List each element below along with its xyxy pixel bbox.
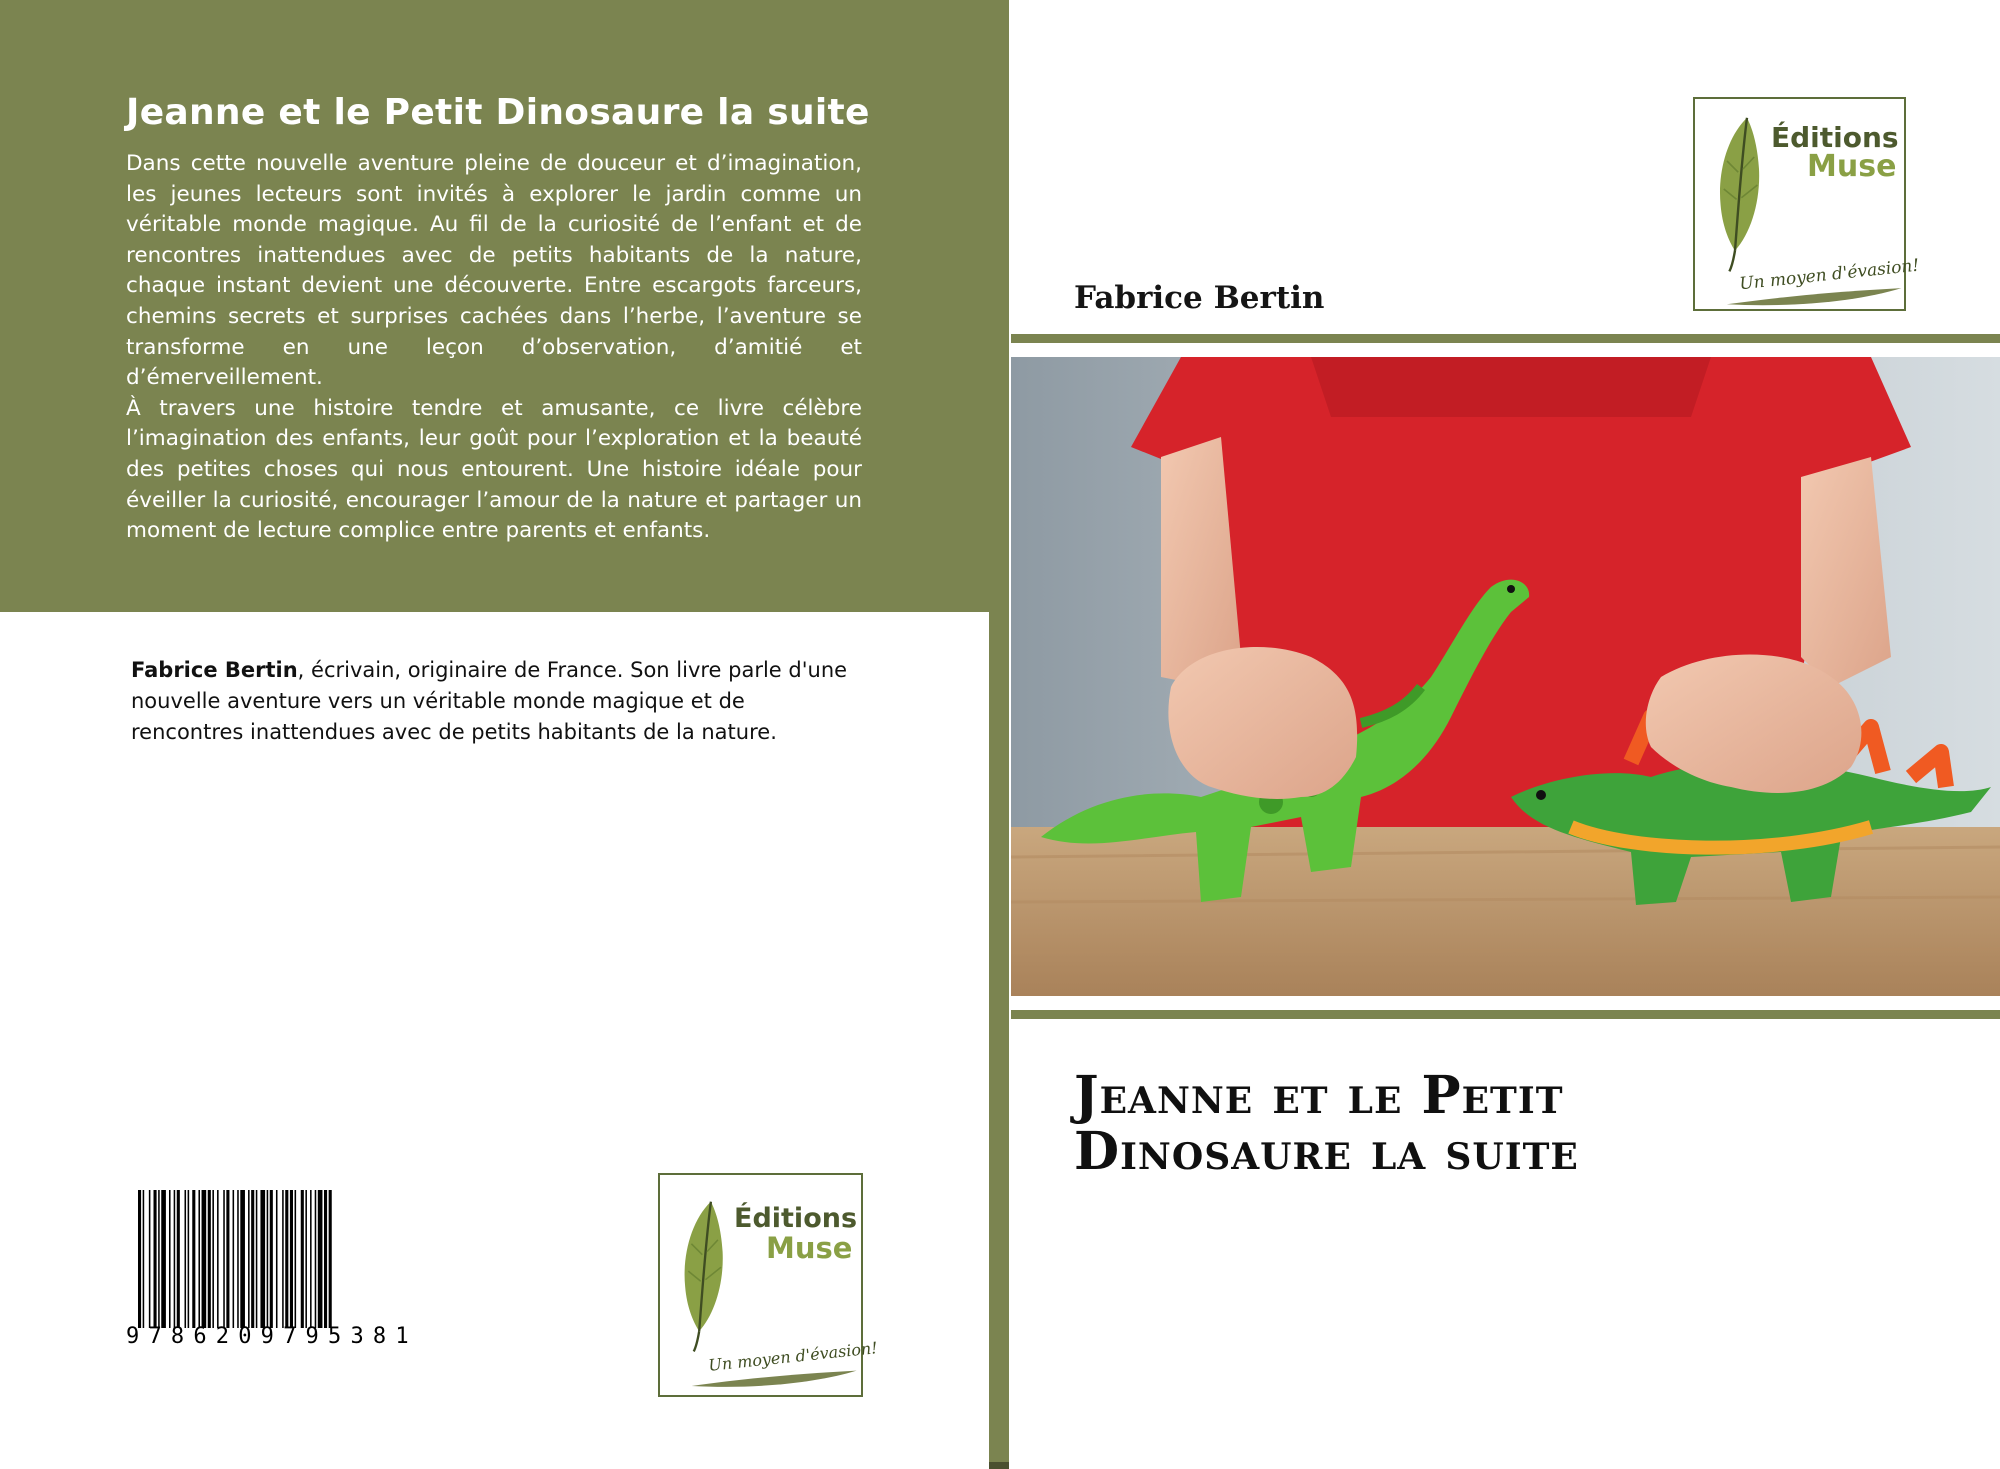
- barcode-bar: [143, 1190, 145, 1328]
- barcode-bar: [256, 1190, 258, 1328]
- barcode-bar: [282, 1190, 284, 1328]
- barcode-bar: [161, 1190, 166, 1328]
- back-cover-blurb: [126, 149, 862, 547]
- logo-slogan: Un moyen d'évasion!: [707, 1338, 879, 1375]
- barcode-bar: [149, 1190, 151, 1328]
- logo-swoosh: [690, 1365, 860, 1395]
- barcode-bar: [158, 1190, 160, 1328]
- barcode-bar: [154, 1190, 157, 1328]
- barcode-digits: 9786209795381: [126, 1324, 418, 1349]
- barcode-bar: [198, 1190, 200, 1328]
- divider-bottom: [1011, 1010, 2000, 1019]
- barcode-bar: [212, 1190, 214, 1328]
- barcode-bar: [260, 1190, 265, 1328]
- book-spine: [989, 0, 1009, 1469]
- publisher-logo-front: [1693, 97, 1921, 311]
- divider-top: [1011, 334, 2000, 343]
- logo-slogan: Un moyen d'évasion!: [1738, 255, 1921, 295]
- barcode-bar: [310, 1190, 312, 1328]
- barcode-bar: [285, 1190, 288, 1328]
- barcode-bar: [270, 1190, 273, 1328]
- barcode-bar: [226, 1190, 229, 1328]
- barcode: [126, 1190, 458, 1358]
- front-title-line-1: Jeanne et le Petit: [1074, 1065, 1564, 1126]
- left-hand: [1168, 647, 1357, 799]
- barcode-bar: [202, 1190, 207, 1328]
- barcode-bar: [324, 1190, 327, 1328]
- barcode-bar: [217, 1190, 219, 1328]
- logo-swoosh: [1725, 283, 1905, 313]
- back-cover-title: Jeanne et le Petit Dinosaure la suite: [126, 92, 870, 133]
- cover-photo: [1011, 357, 2000, 996]
- barcode-bar: [208, 1190, 211, 1328]
- blurb-paragraph-2: À travers une histoire tendre et amusante, ce livre célèbre l’imagination des enfants, leur goût pour l’exploration et la beauté des petites choses qui nous entourent. Une histoire idéale pour éveiller la curiosité, encourager l’amour de la nature et partager un moment de lecture complice entre parents et enfants.: [126, 395, 862, 544]
- front-cover-author: Fabrice Bertin: [1074, 280, 1325, 316]
- barcode-bar: [318, 1190, 323, 1328]
- barcode-bar: [177, 1190, 180, 1328]
- barcode-bars: [136, 1190, 458, 1328]
- logo-text-muse: Muse: [766, 1231, 853, 1265]
- barcode-bar: [267, 1190, 269, 1328]
- barcode-bar: [315, 1190, 317, 1328]
- barcode-bar: [329, 1190, 332, 1328]
- publisher-logo-back: [658, 1173, 879, 1397]
- blurb-paragraph-1: Dans cette nouvelle aventure pleine de douceur et d’imagination, les jeunes lecteurs sont invités à explorer le jardin comme un véritable monde magique. Au fil de la curiosité de l’enfant et de rencontres inattendues avec de petits habitants de la nature, chaque instant devient une découverte. Entre escargots farceurs, chemins secrets et surprises cachées dans l’herbe, l’aventure se transforme en une leçon d’observation, d’amitié et d’émerveillement.: [126, 151, 862, 391]
- barcode-bar: [305, 1190, 307, 1328]
- barcode-bar: [174, 1190, 176, 1328]
- barcode-bar: [248, 1190, 250, 1328]
- barcode-bar: [301, 1190, 304, 1328]
- front-cover-title: [1074, 1065, 1954, 1182]
- barcode-bar: [185, 1190, 187, 1328]
- logo-text-muse: Muse: [1807, 149, 1897, 184]
- barcode-bar: [237, 1190, 239, 1328]
- logo-text-editions: Éditions: [1771, 121, 1899, 154]
- barcode-bar: [251, 1190, 254, 1328]
- cover-illustration: [1011, 357, 2000, 996]
- author-bio: [131, 655, 856, 748]
- barcode-bar: [295, 1190, 297, 1328]
- barcode-bar: [233, 1190, 235, 1328]
- logo-text-editions: Éditions: [734, 1203, 858, 1234]
- front-title-line-2: Dinosaure la suite: [1074, 1121, 1579, 1182]
- barcode-bar: [240, 1190, 245, 1328]
- barcode-bar: [192, 1190, 195, 1328]
- barcode-bar: [169, 1190, 171, 1328]
- bio-author-name: Fabrice Bertin: [131, 658, 298, 682]
- barcode-bar: [223, 1190, 225, 1328]
- barcode-bar: [276, 1190, 278, 1328]
- barcode-bar: [290, 1190, 293, 1328]
- barcode-bar: [188, 1190, 190, 1328]
- bio-text: , écrivain, originaire de France. Son livre parle d'une nouvelle aventure vers un véritable monde magique et de rencontres inattendues avec de petits habitants de la nature.: [131, 658, 848, 744]
- barcode-bar: [138, 1190, 141, 1328]
- spine-shadow: [989, 1462, 1009, 1469]
